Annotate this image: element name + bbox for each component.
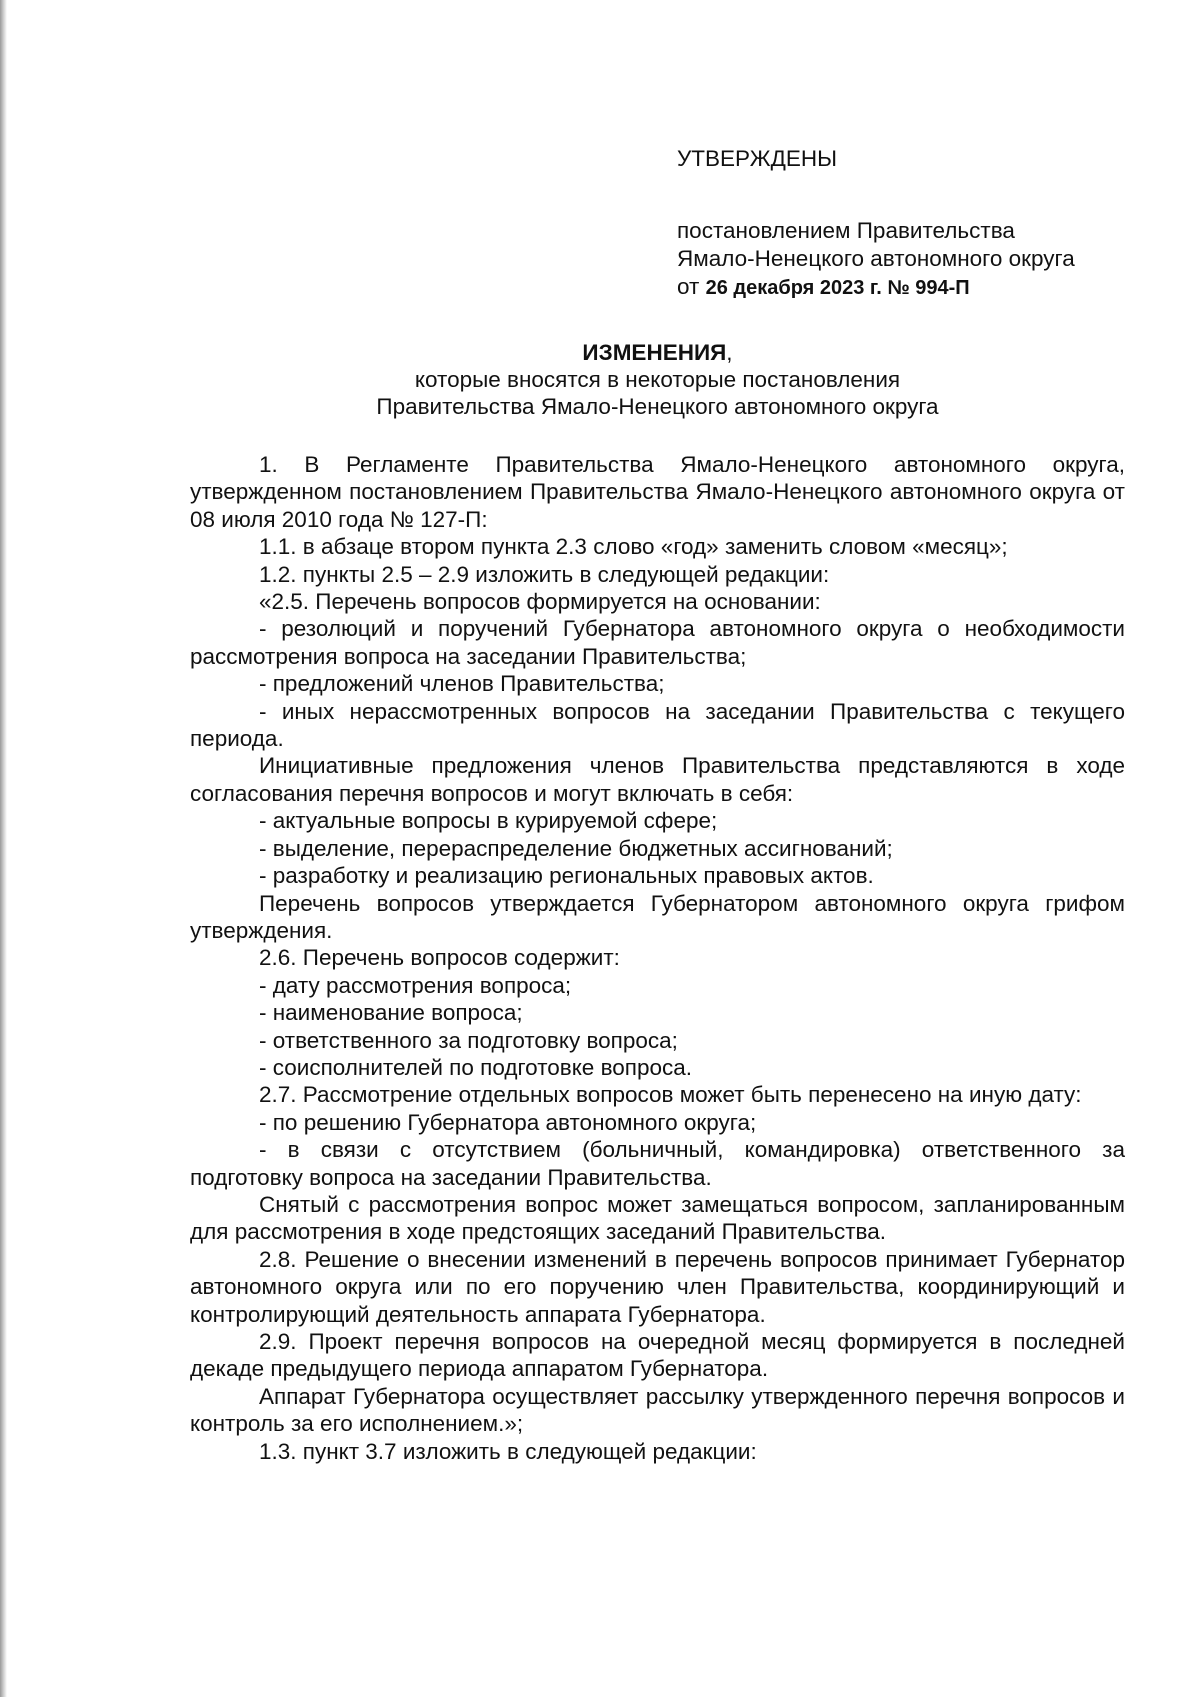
- paragraph: - наименование вопроса;: [259, 1000, 523, 1026]
- paragraph: Перечень вопросов утверждается Губернатором автономного округа грифом утверждения.: [190, 890, 1125, 943]
- document-title-comma: ,: [726, 340, 733, 365]
- paragraph: 2.6. Перечень вопросов содержит:: [259, 945, 620, 971]
- paragraph: Аппарат Губернатора осуществляет рассылку утвержденного перечня вопросов и контроль за его исполнением.»;: [190, 1383, 1125, 1437]
- paragraph: - в связи с отсутствием (больничный, командировка) ответственного за подготовку вопроса на заседании Правительства.: [190, 1137, 1125, 1190]
- paragraph: 2.7. Рассмотрение отдельных вопросов может быть перенесено на иную дату:: [259, 1082, 1082, 1108]
- paragraph: 1.1. в абзаце втором пункта 2.3 слово «год» заменить словом «месяц»;: [259, 534, 1008, 560]
- document-title: ИЗМЕНЕНИЯ: [582, 340, 727, 365]
- document-heading: [190, 339, 1125, 420]
- paragraph: - по решению Губернатора автономного округа;: [259, 1109, 757, 1135]
- approval-line-2: Ямало-Ненецкого автономного округа: [677, 246, 1075, 271]
- document-title-row: [190, 339, 1125, 366]
- approval-stamp: [677, 145, 1075, 302]
- approval-date-number: 26 декабря 2023 г. № 994-П: [705, 277, 970, 299]
- approval-date-prefix: от: [677, 274, 700, 299]
- page-edge-shadow: [0, 0, 7, 1697]
- paragraph: - предложений членов Правительства;: [259, 671, 665, 697]
- document-subtitle-line-1: которые вносятся в некоторые постановления: [414, 367, 901, 392]
- paragraph: 2.9. Проект перечня вопросов на очередной месяц формируется в последней декаде предыдущего периода аппаратом Губернатора.: [190, 1329, 1125, 1382]
- paragraph: Снятый с рассмотрения вопрос может замещаться вопросом, запланированным для рассмотрения в ходе предстоящих заседаний Правительства.: [190, 1191, 1125, 1245]
- document-subtitle-line-2: Правительства Ямало-Ненецкого автономного округа: [376, 394, 939, 419]
- paragraph: - актуальные вопросы в курируемой сфере;: [259, 808, 718, 834]
- paragraph: 1.2. пункты 2.5 – 2.9 изложить в следующей редакции:: [259, 561, 830, 587]
- paragraph: 1.3. пункт 3.7 изложить в следующей редакции:: [259, 1438, 757, 1464]
- paragraph: - разработку и реализацию региональных правовых актов.: [259, 863, 874, 889]
- approved-label: УТВЕРЖДЕНЫ: [677, 146, 837, 171]
- document-body: [190, 451, 1125, 1465]
- paragraph: - соисполнителей по подготовке вопроса.: [259, 1054, 693, 1080]
- paragraph: - дату рассмотрения вопроса;: [259, 972, 572, 998]
- paragraph: 2.8. Решение о внесении изменений в перечень вопросов принимает Губернатор автономного округа или по его поручению член Правительства, координирующий и контролирующий деятельность аппарата Губернатора.: [190, 1246, 1125, 1327]
- paragraph: «2.5. Перечень вопросов формируется на основании:: [259, 589, 821, 615]
- approval-line-1: постановлением Правительства: [677, 218, 1015, 243]
- paragraph: - иных нерассмотренных вопросов на заседании Правительства с текущего периода.: [190, 698, 1125, 752]
- paragraph: 1. В Регламенте Правительства Ямало-Ненецкого автономного округа, утвержденном постановлением Правительства Ямало-Ненецкого автономного округа от 08 июля 2010 года № 127-П:: [190, 452, 1125, 532]
- paragraph: Инициативные предложения членов Правительства представляются в ходе согласования перечня вопросов и могут включать в себя:: [190, 753, 1125, 806]
- paragraph: - резолюций и поручений Губернатора автономного округа о необходимости рассмотрения вопроса на заседании Правительства;: [190, 616, 1125, 669]
- approval-date: [677, 273, 1075, 302]
- paragraph: - выделение, перераспределение бюджетных ассигнований;: [259, 835, 893, 861]
- paragraph: - ответственного за подготовку вопроса;: [259, 1027, 678, 1053]
